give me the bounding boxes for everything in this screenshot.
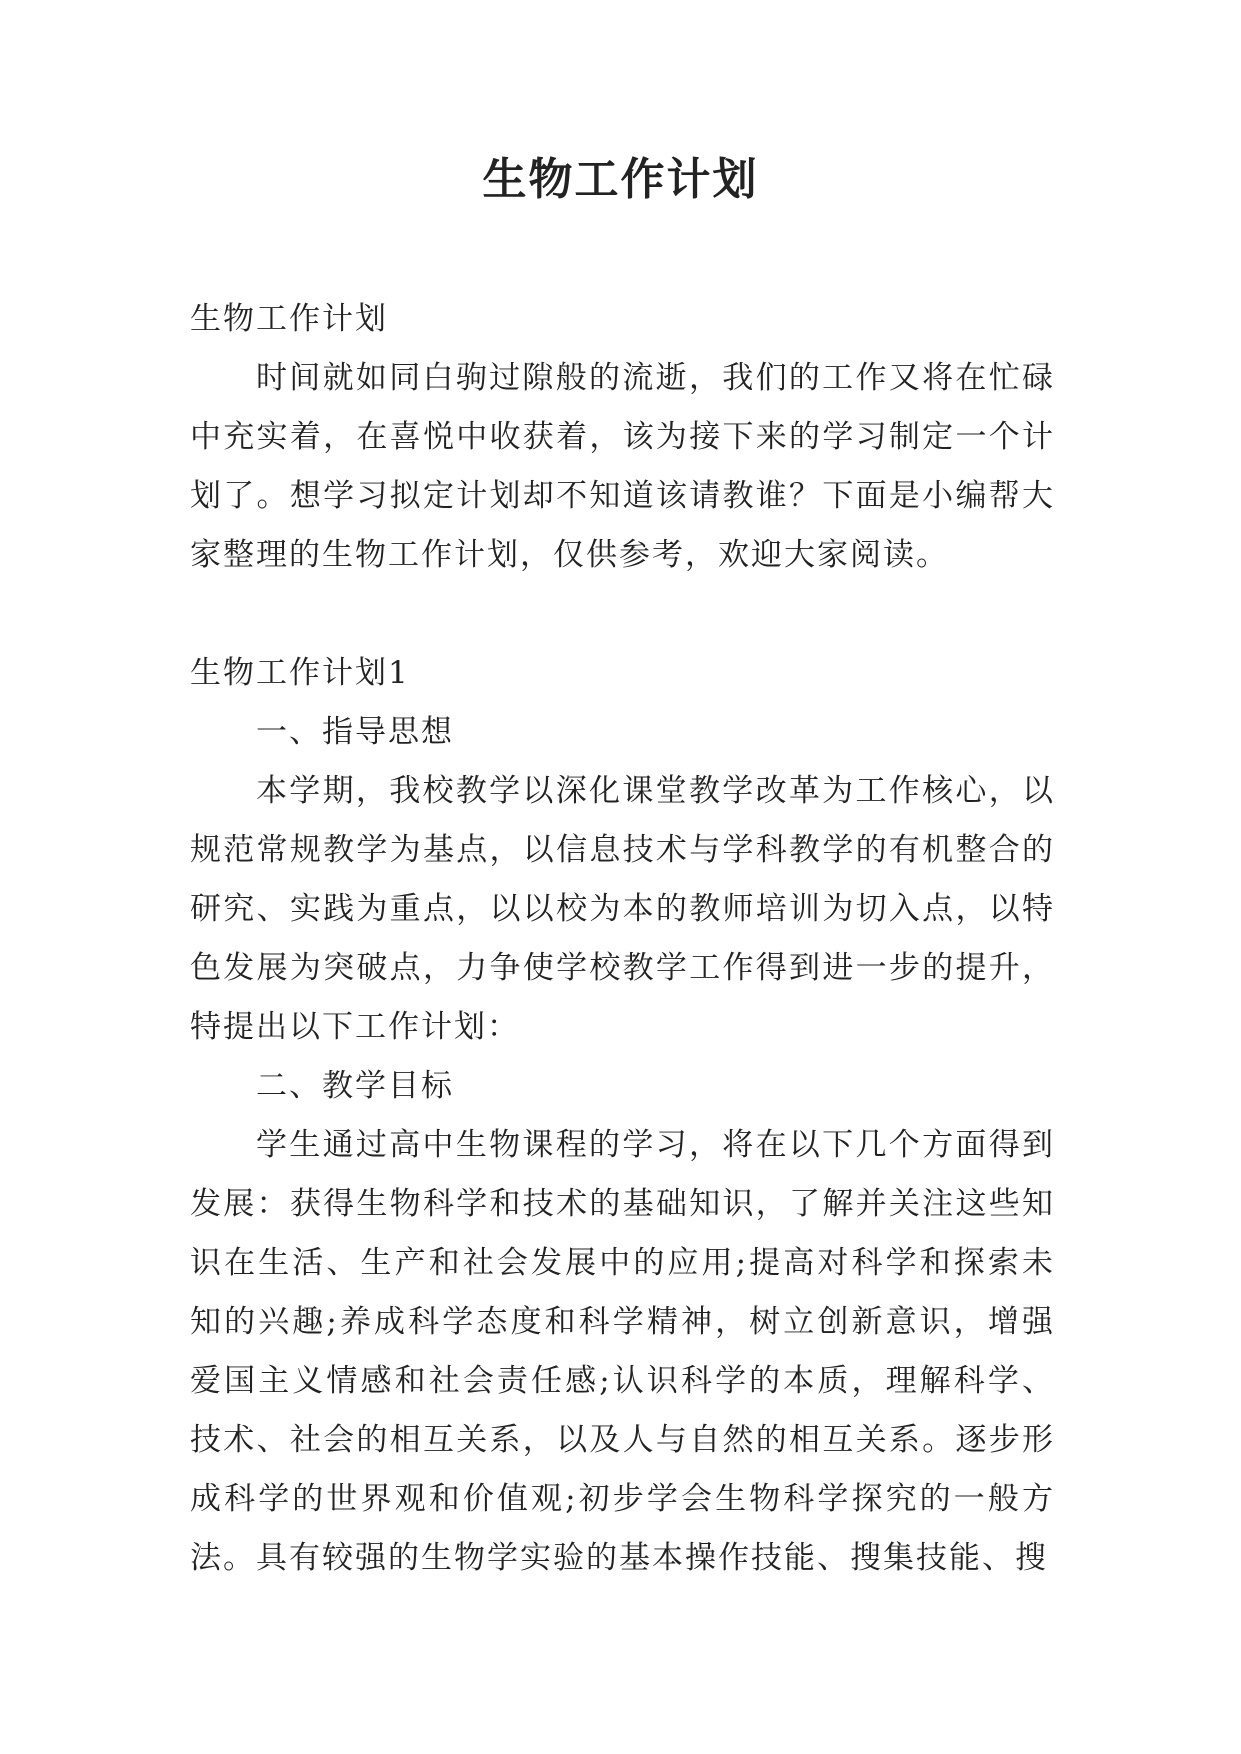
document-subtitle: 生物工作计划 xyxy=(190,301,388,337)
section-title: 生物工作计划1 xyxy=(190,655,410,691)
document-body xyxy=(190,290,1055,1588)
heading-teaching-goals: 二、教学目标 xyxy=(256,1068,454,1104)
paragraph-teaching-goals: 学生通过高中生物课程的学习，将在以下几个方面得到发展：获得生物科学和技术的基础知识，了解并关注这些知识在生活、生产和社会发展中的应用;提高对科学和探索未知的兴趣;养成科学态度和科学精神，树立创新意识，增强爱国主义情感和社会责任感;认识科学的本质，理解科学、技术、社会的相互关系，以及人与自然的相互关系。逐步形成科学的世界观和价值观;初步学会生物科学探究的一般方法。具有较强的生物学实验的基本操作技能、搜集技能、搜 xyxy=(190,1127,1055,1576)
paragraph-guiding-thought: 本学期，我校教学以深化课堂教学改革为工作核心，以规范常规教学为基点，以信息技术与学科教学的有机整合的研究、实践为重点，以以校为本的教师培训为切入点，以特色发展为突破点，力争使学校教学工作得到进一步的提升，特提出以下工作计划： xyxy=(190,773,1055,1045)
paragraph-spacer xyxy=(190,585,1055,644)
intro-paragraph: 时间就如同白驹过隙般的流逝，我们的工作又将在忙碌中充实着，在喜悦中收获着，该为接下来的学习制定一个计划了。想学习拟定计划却不知道该请教谁？下面是小编帮大家整理的生物工作计划，仅供参考，欢迎大家阅读。 xyxy=(190,360,1055,573)
document-title: 生物工作计划 xyxy=(482,154,759,205)
heading-guiding-thought: 一、指导思想 xyxy=(256,714,454,750)
